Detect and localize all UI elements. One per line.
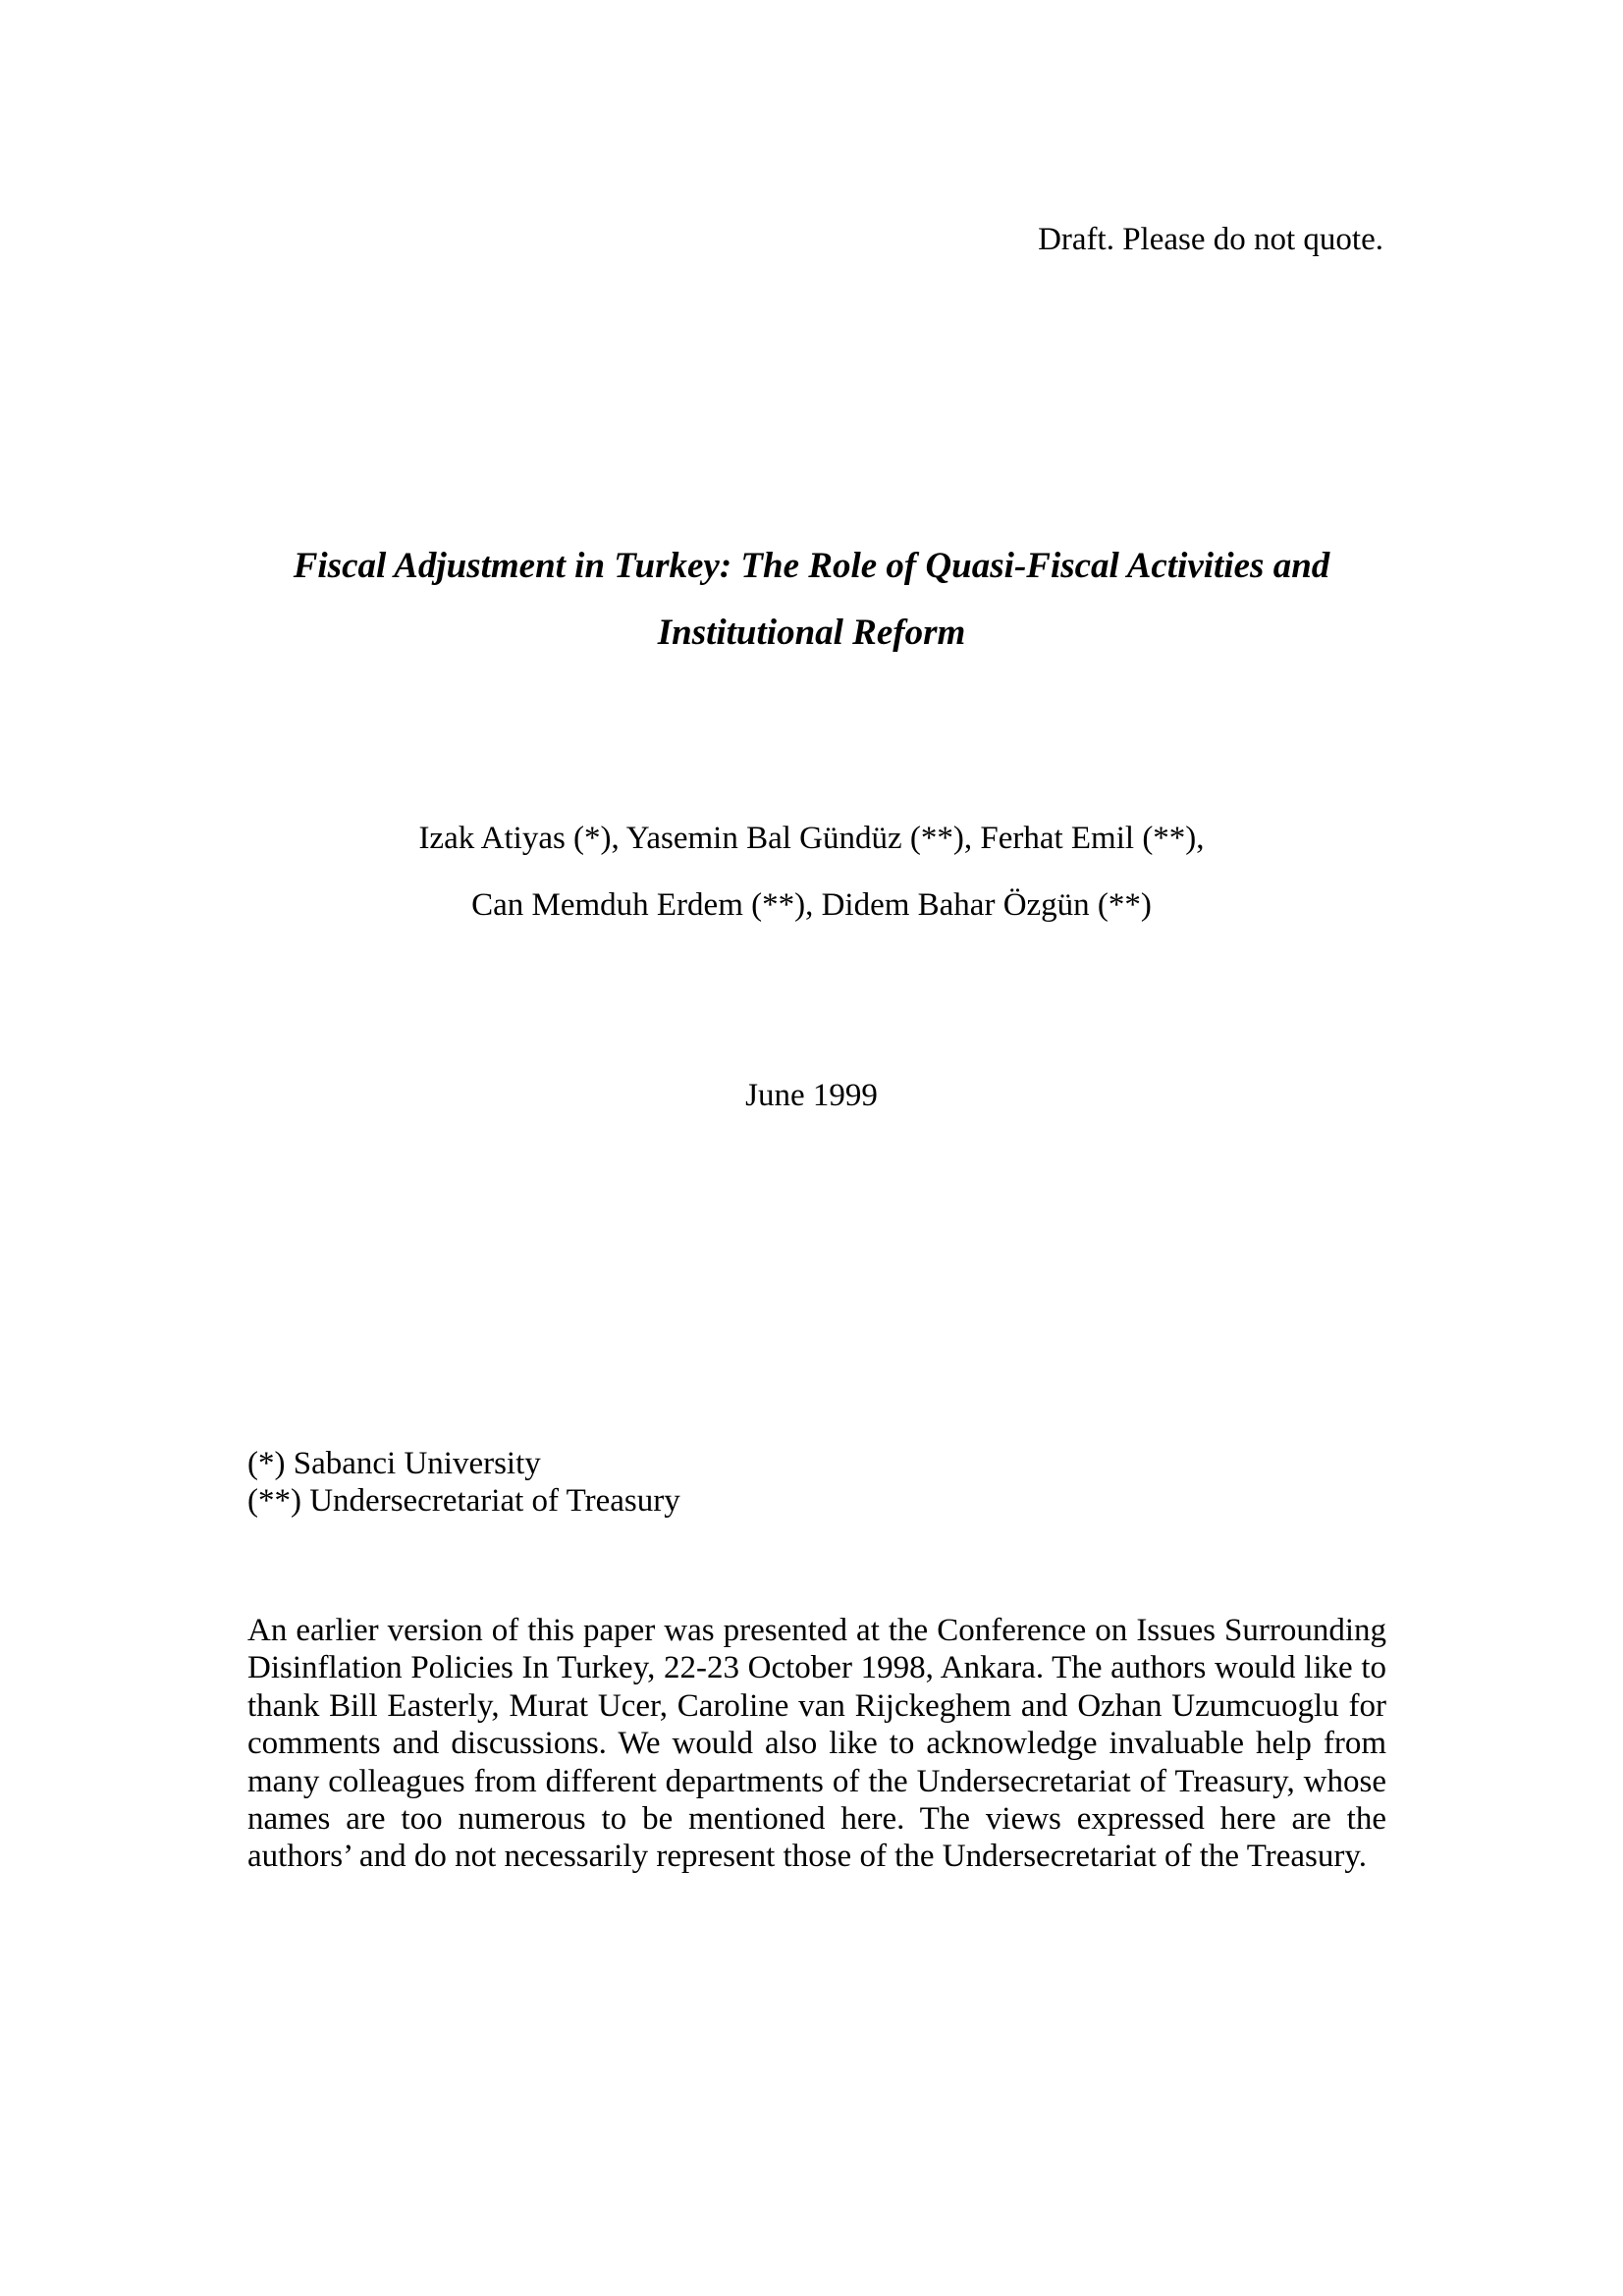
author-list bbox=[0, 805, 1623, 938]
author-list-line-1: Izak Atiyas (*), Yasemin Bal Gündüz (**), Ferhat Emil (**), bbox=[418, 821, 1205, 856]
affiliations bbox=[247, 1445, 680, 1520]
affiliation-treasury: (**) Undersecretariat of Treasury bbox=[247, 1483, 680, 1519]
publication-date: June 1999 bbox=[745, 1078, 878, 1113]
draft-notice: Draft. Please do not quote. bbox=[1038, 222, 1383, 257]
acknowledgement-paragraph: An earlier version of this paper was presented at the Conference on Issues Surrounding Disinflation Policies In Turkey, 22-23 October 1998, Ankara. The authors would like to thank Bill Easterly, Murat Ucer, Caroline van Rijckeghem and Ozhan Uzumcuoglu for comments and discussions. We would also like to acknowledge invaluable help from many colleagues from different departments of the Undersecretariat of Treasury, whose names are too numerous to be mentioned here. The views expressed here are the authors’ and do not necessarily represent those of the Undersecretariat of the Treasury. bbox=[247, 1613, 1386, 1875]
author-list-line-2: Can Memduh Erdem (**), Didem Bahar Özgün (**) bbox=[471, 887, 1152, 923]
affiliation-sabanci: (*) Sabanci University bbox=[247, 1446, 541, 1481]
paper-title-line-2: Institutional Reform bbox=[657, 613, 966, 653]
paper-title bbox=[0, 533, 1623, 667]
paper-title-line-1: Fiscal Adjustment in Turkey: The Role of Quasi-Fiscal Activities and bbox=[293, 546, 1330, 586]
